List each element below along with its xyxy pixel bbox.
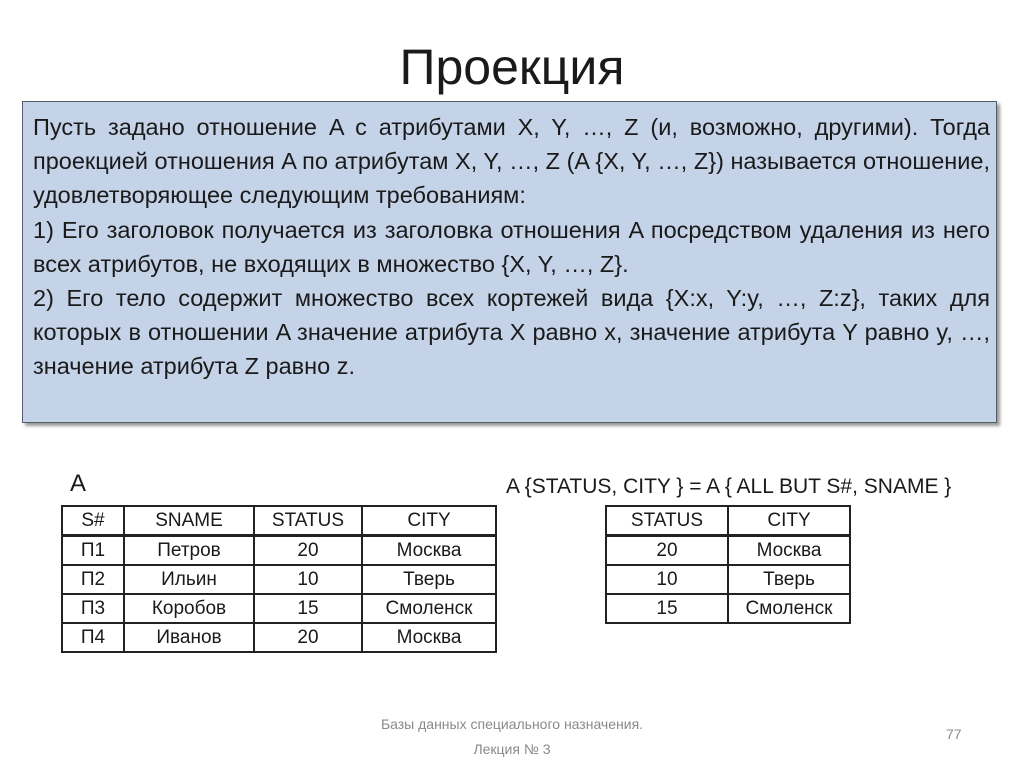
table-cell: 10 [606,565,728,594]
table-header-row [606,506,850,536]
table-cell: 15 [606,594,728,623]
footer-lecture-number: Лекция № 3 [473,741,551,757]
table-row [606,536,850,566]
projection-formula: A {STATUS, CITY } = A { ALL BUT S#, SNAME } [506,475,952,498]
table-row [606,594,850,623]
column-header: CITY [362,506,496,536]
table-cell: Тверь [728,565,850,594]
table-cell: Москва [362,536,496,566]
table-cell: 20 [254,623,362,652]
table-cell: Москва [728,536,850,566]
column-header: STATUS [606,506,728,536]
table-cell: Смоленск [362,594,496,623]
table-cell: Тверь [362,565,496,594]
table-cell: Петров [124,536,254,566]
page-number: 77 [946,726,962,742]
table-cell: 15 [254,594,362,623]
table-cell: 20 [254,536,362,566]
column-header: SNAME [124,506,254,536]
table-row [62,565,496,594]
column-header: S# [62,506,124,536]
table-row [62,594,496,623]
slide-title: Проекция [399,39,625,95]
table-cell: П4 [62,623,124,652]
table-cell: Смоленск [728,594,850,623]
footer-course-title: Базы данных специального назначения. [380,716,644,732]
slide-footer [312,712,712,762]
table-cell: Москва [362,623,496,652]
table-header-row [62,506,496,536]
projection-table [605,505,851,624]
definition-box [22,101,997,423]
table-cell: Коробов [124,594,254,623]
table-cell: 10 [254,565,362,594]
table-cell: Иванов [124,623,254,652]
relation-a-table [61,505,497,653]
definition-intro: Пусть задано отношение A с атрибутами X, Y, …, Z (и, возможно, другими). Тогда проекцией отношения A по атрибутам X, Y, …, Z (A {X, Y, …, Z}) называется отношение, удовлетворяющее следующим требованиям: [33,114,990,209]
table-cell: 20 [606,536,728,566]
column-header: CITY [728,506,850,536]
relation-a-label: A [70,470,87,497]
table-cell: П3 [62,594,124,623]
column-header: STATUS [254,506,362,536]
table-row [62,623,496,652]
table-cell: Ильин [124,565,254,594]
table-cell: П2 [62,565,124,594]
definition-requirement-1: 1) Его заголовок получается из заголовка отношения A посредством удаления из него всех атрибутов, не входящих в множество {X, Y, …, Z}. [33,216,990,277]
table-cell: П1 [62,536,124,566]
table-row [606,565,850,594]
table-row [62,536,496,566]
definition-requirement-2: 2) Его тело содержит множество всех кортежей вида {X:x, Y:y, …, Z:z}, таких для которых в отношении A значение атрибута X равно x, значение атрибута Y равно y, …, значение атрибута Z равно z. [33,285,990,380]
